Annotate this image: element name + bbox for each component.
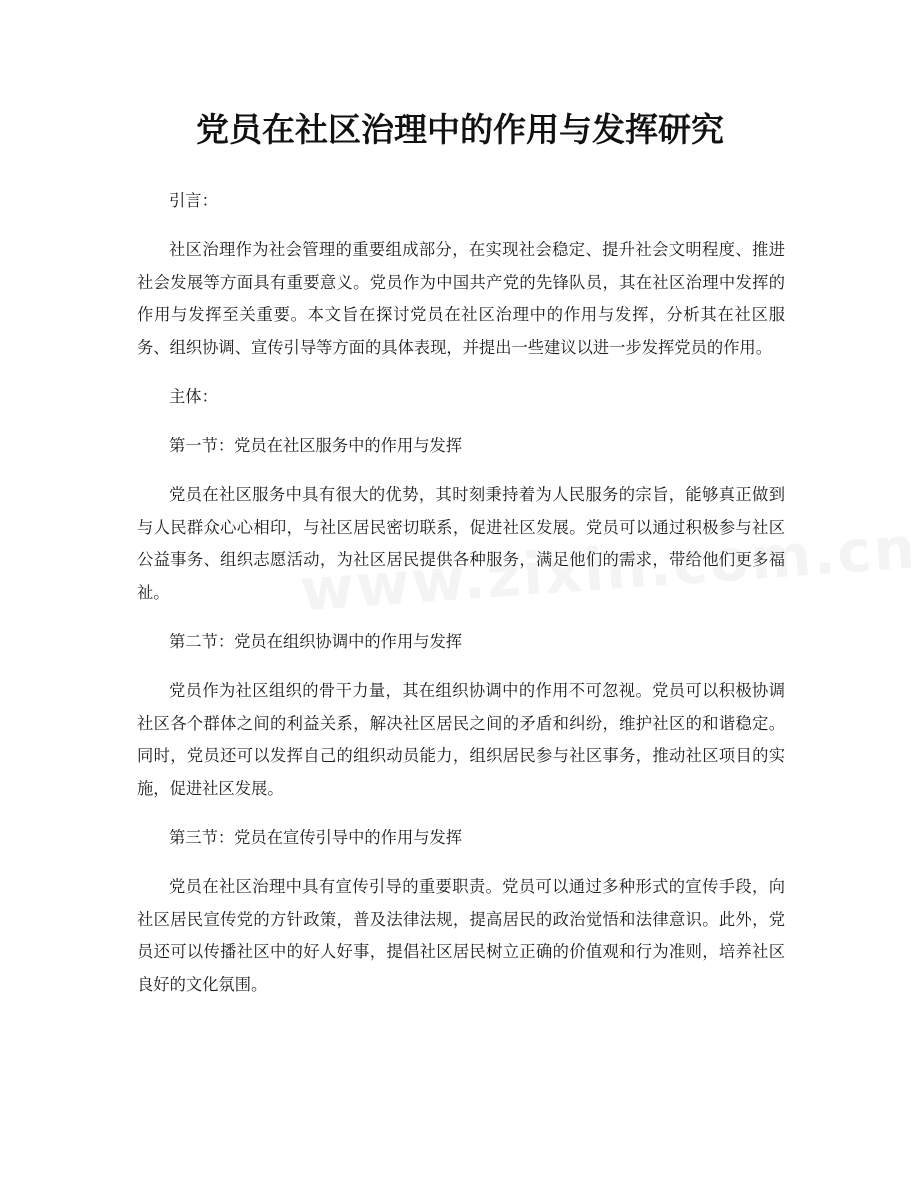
section-3-paragraph: 党员在社区治理中具有宣传引导的重要职责。党员可以通过多种形式的宣传手段，向社区居民宣传党的方针政策，普及法律法规，提高居民的政治觉悟和法律意识。此外，党员还可以传播社区中的好人好事，提倡社区居民树立正确的价值观和行为准则，培养社区良好的文化氛围。 <box>137 877 785 994</box>
section-2-paragraph: 党员作为社区组织的骨干力量，其在组织协调中的作用不可忽视。党员可以积极协调社区各个群体之间的利益关系，解决社区居民之间的矛盾和纠纷，维护社区的和谐稳定。同时，党员还可以发挥自己的组织动员能力，组织居民参与社区事务，推动社区项目的实施，促进社区发展。 <box>137 681 785 798</box>
section-3-heading: 第三节：党员在宣传引导中的作用与发挥 <box>169 828 463 847</box>
body-label: 主体： <box>169 387 218 406</box>
section-2-heading: 第二节：党员在组织协调中的作用与发挥 <box>169 632 463 651</box>
section-1-heading: 第一节：党员在社区服务中的作用与发挥 <box>169 436 463 455</box>
document-body <box>137 185 785 1018</box>
document-title: 党员在社区治理中的作用与发挥研究 <box>196 110 724 149</box>
intro-label: 引言： <box>169 191 218 210</box>
intro-paragraph: 社区治理作为社会管理的重要组成部分，在实现社会稳定、提升社会文明程度、推进社会发展等方面具有重要意义。党员作为中国共产党的先锋队员，其在社区治理中发挥的作用与发挥至关重要。本文旨在探讨党员在社区治理中的作用与发挥，分析其在社区服务、组织协调、宣传引导等方面的具体表现，并提出一些建议以进一步发挥党员的作用。 <box>137 240 785 357</box>
section-1-paragraph: 党员在社区服务中具有很大的优势，其时刻秉持着为人民服务的宗旨，能够真正做到与人民群众心心相印，与社区居民密切联系，促进社区发展。党员可以通过积极参与社区公益事务、组织志愿活动，为社区居民提供各种服务，满足他们的需求，带给他们更多福祉。 <box>137 485 785 602</box>
